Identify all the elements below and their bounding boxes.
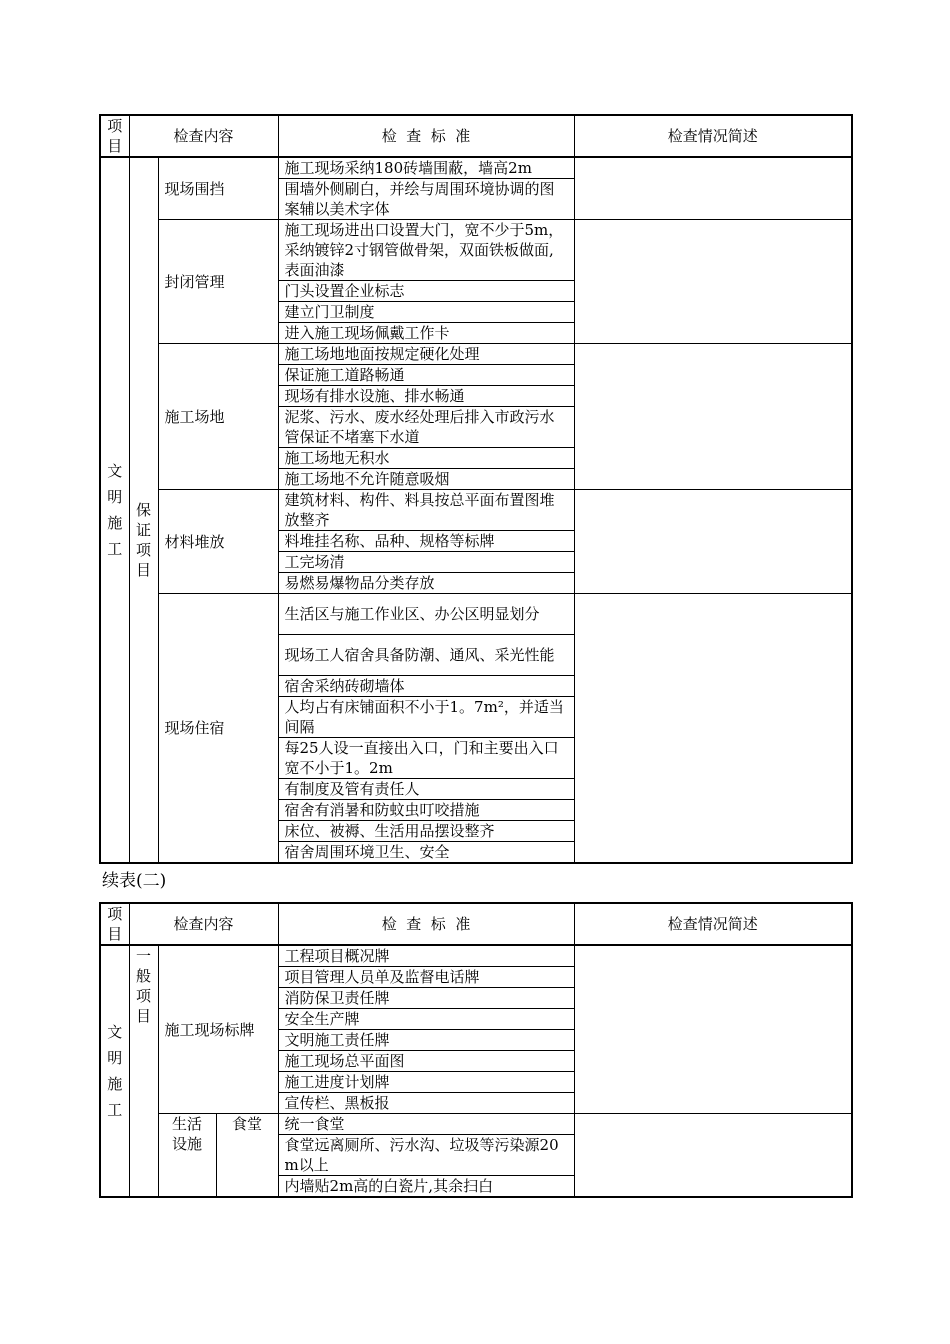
category-cell: 文明施工 — [100, 157, 129, 863]
standard-item: 项目管理人员单及监督电话牌 — [278, 967, 574, 988]
canteen-label: 食堂 — [216, 1114, 278, 1198]
standard-item: 现场有排水设施、排水畅通 — [278, 386, 574, 407]
summary-cell — [574, 594, 852, 864]
standard-item: 现场工人宿舍具备防潮、通风、采光性能 — [278, 635, 574, 676]
subcategory-cell: 保证项目 — [129, 157, 158, 863]
standard-item: 施工现场总平面图 — [278, 1051, 574, 1072]
group-name: 施工场地 — [158, 344, 278, 490]
standard-item: 宿舍采纳砖砌墙体 — [278, 676, 574, 697]
standard-item: 施工现场采纳180砖墙围蔽，墙高2m — [278, 157, 574, 179]
summary-cell — [574, 1114, 852, 1198]
living-facilities-label: 生活设施 — [158, 1114, 216, 1198]
standard-item: 内墙贴2m高的白瓷片,其余扫白 — [278, 1176, 574, 1198]
group-name: 现场住宿 — [158, 594, 278, 864]
standard-item: 食堂远离厕所、污水沟、垃圾等污染源20m以上 — [278, 1135, 574, 1176]
standard-item: 人均占有床铺面积不小于1。7m²，并适当间隔 — [278, 697, 574, 738]
summary-cell — [574, 157, 852, 220]
group-name: 材料堆放 — [158, 490, 278, 594]
standard-item: 消防保卫责任牌 — [278, 988, 574, 1009]
group-name: 现场围挡 — [158, 157, 278, 220]
standard-item: 宣传栏、黑板报 — [278, 1093, 574, 1114]
header-content: 检查内容 — [129, 115, 278, 157]
standard-item: 施工场地不允许随意吸烟 — [278, 469, 574, 490]
standard-item: 工程项目概况牌 — [278, 945, 574, 967]
inspection-table-1 — [99, 114, 853, 864]
summary-cell — [574, 344, 852, 490]
standard-item: 泥浆、污水、废水经处理后排入市政污水管保证不堵塞下水道 — [278, 407, 574, 448]
subcategory-cell: 一般项目 — [129, 945, 158, 1197]
standard-item: 宿舍有消暑和防蚊虫叮咬措施 — [278, 800, 574, 821]
header-content: 检查内容 — [129, 903, 278, 945]
standard-item: 施工进度计划牌 — [278, 1072, 574, 1093]
category-cell: 文明施工 — [100, 945, 129, 1197]
standard-item: 每25人设一直接出入口，门和主要出入口宽不小于1。2m — [278, 738, 574, 779]
standard-item: 生活区与施工作业区、办公区明显划分 — [278, 594, 574, 635]
standard-item: 有制度及管有责任人 — [278, 779, 574, 800]
standard-item: 围墙外侧刷白，并绘与周围环境协调的图案辅以美术字体 — [278, 179, 574, 220]
standard-item: 施工场地无积水 — [278, 448, 574, 469]
standard-item: 建筑材料、构件、料具按总平面布置图堆放整齐 — [278, 490, 574, 531]
standard-item: 施工现场进出口设置大门，宽不少于5m，采纳镀锌2寸钢管做骨架，双面铁板做面,表面油漆 — [278, 220, 574, 281]
header-summary: 检查情况简述 — [574, 115, 852, 157]
header-item: 项目 — [100, 115, 129, 157]
header-summary: 检查情况简述 — [574, 903, 852, 945]
summary-cell — [574, 945, 852, 1114]
standard-item: 门头设置企业标志 — [278, 281, 574, 302]
standard-item: 进入施工现场佩戴工作卡 — [278, 323, 574, 344]
standard-item: 保证施工道路畅通 — [278, 365, 574, 386]
standard-item: 易燃易爆物品分类存放 — [278, 573, 574, 594]
summary-cell — [574, 490, 852, 594]
standard-item: 安全生产牌 — [278, 1009, 574, 1030]
standard-item: 文明施工责任牌 — [278, 1030, 574, 1051]
standard-item: 料堆挂名称、品种、规格等标牌 — [278, 531, 574, 552]
standard-item: 宿舍周围环境卫生、安全 — [278, 842, 574, 864]
standard-item: 工完场清 — [278, 552, 574, 573]
standard-item: 建立门卫制度 — [278, 302, 574, 323]
standard-item: 床位、被褥、生活用品摆设整齐 — [278, 821, 574, 842]
continuation-caption: 续表(二) — [102, 871, 167, 891]
header-standard: 检 查 标 准 — [278, 903, 574, 945]
group-name: 施工现场标牌 — [158, 945, 278, 1114]
inspection-table-2 — [99, 902, 853, 1198]
standard-item: 统一食堂 — [278, 1114, 574, 1135]
header-item: 项目 — [100, 903, 129, 945]
header-standard: 检 查 标 准 — [278, 115, 574, 157]
standard-item: 施工场地地面按规定硬化处理 — [278, 344, 574, 365]
summary-cell — [574, 220, 852, 344]
group-name: 封闭管理 — [158, 220, 278, 344]
